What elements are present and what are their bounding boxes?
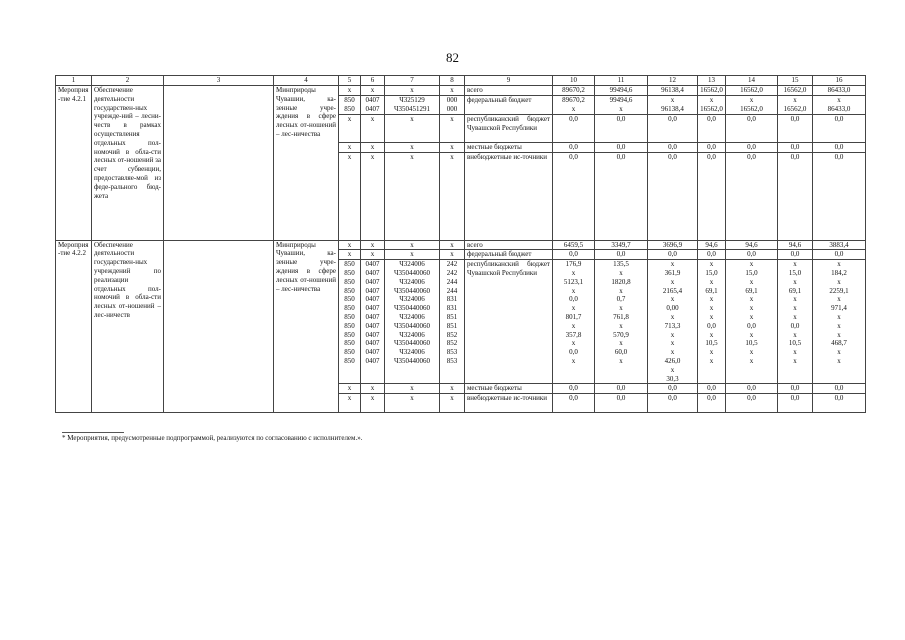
amount-year-value: 0,0: [778, 394, 813, 413]
grbs-code: x: [339, 384, 361, 394]
section-code: 0407 0407 0407 0407 0407 0407 0407 0407 0407 0407 0407 0407: [361, 260, 385, 384]
amount-year-value: x 15,0 x 69,1 x x x 0,0 x 10,5 x x: [726, 260, 778, 384]
amount-year-value: 99494,6: [595, 86, 648, 96]
amount-year-value: 0,0: [648, 384, 698, 394]
activity-number: Мероприя-тие 4.2.1: [56, 86, 92, 241]
amount-year-value: 0,0: [726, 394, 778, 413]
grbs-code: x: [339, 86, 361, 96]
expense-type-code: x: [440, 114, 465, 142]
responsible-executor: Минприроды Чувашии, ка-зенные учре-ждения в сфере лесных от-ношений – лес-ничества: [274, 86, 339, 241]
amount-year-value: 94,6: [698, 240, 726, 250]
footnote: * Мероприятия, предусмотренные подпрограммой, реализуются по согласованию с исполнителем.».: [62, 434, 363, 442]
expense-type-code: x: [440, 142, 465, 152]
amount-year-value: x 86433,0: [813, 95, 866, 114]
amount-year-value: 0,0: [698, 394, 726, 413]
amount-year-value: 0,0: [648, 142, 698, 152]
amount-year-value: 0,0: [778, 250, 813, 260]
section-code: x: [361, 114, 385, 142]
target-article-code: Ч324006 Ч350440060 Ч324006 Ч350440060 Ч324006 Ч350440060 Ч324006 Ч350440060 Ч324006 Ч350440060 Ч324006 Ч350440060: [385, 260, 440, 384]
column-number: 9: [465, 76, 553, 86]
empty-cell: [164, 240, 274, 413]
funding-source: местные бюджеты: [465, 384, 553, 394]
amount-year-value: 0,0: [553, 152, 595, 240]
activity-name: Обеспечение деятельности государствен-ных учреждений по реализации отдельных пол-номочий в обла-сти лесных от-ношений – лес-ничеств: [92, 240, 164, 413]
column-number: 6: [361, 76, 385, 86]
activity-name: Обеспечение деятельности государствен-ных учрежде-ний – лесни-честв в рамках осуществления отдельных пол-номочий в обла-сти лесных от-ношений за счет субвенции, предоставляе-мой из феде-рального бюд-жета: [92, 86, 164, 241]
expense-type-code: x: [440, 86, 465, 96]
amount-year-value: 0,0: [648, 394, 698, 413]
target-article-code: x: [385, 250, 440, 260]
target-article-code: x: [385, 142, 440, 152]
target-article-code: x: [385, 384, 440, 394]
column-number-row: [56, 76, 866, 86]
amount-year-value: 0,0: [553, 114, 595, 142]
funding-source: республиканский бюджет Чувашской Республики: [465, 260, 553, 384]
target-article-code: x: [385, 86, 440, 96]
amount-year-value: 0,0: [726, 384, 778, 394]
expense-type-code: 242 242 244 244 831 831 851 851 852 852 853 853: [440, 260, 465, 384]
amount-year-value: x 96138,4: [648, 95, 698, 114]
column-number: 15: [778, 76, 813, 86]
amount-year-value: 0,0: [595, 394, 648, 413]
target-article-code: x: [385, 240, 440, 250]
amount-year-value: 0,0: [726, 114, 778, 142]
amount-year-value: 0,0: [698, 142, 726, 152]
amount-year-value: 89670,2: [553, 86, 595, 96]
amount-year-value: 0,0: [813, 250, 866, 260]
grbs-code: x: [339, 142, 361, 152]
grbs-code: x: [339, 250, 361, 260]
target-article-code: x: [385, 114, 440, 142]
amount-year-value: 0,0: [648, 152, 698, 240]
column-number: 1: [56, 76, 92, 86]
amount-year-value: 0,0: [726, 250, 778, 260]
amount-year-value: 0,0: [698, 114, 726, 142]
funding-source: федеральный бюджет: [465, 250, 553, 260]
amount-year-value: 0,0: [648, 114, 698, 142]
amount-year-value: 135,5 x 1820,8 x 0,7 x 761,8 x 570,9 x 60,0 x: [595, 260, 648, 384]
amount-year-value: x 16562,0: [698, 95, 726, 114]
amount-year-value: 0,0: [698, 152, 726, 240]
responsible-executor: Минприроды Чувашии, ка-зенные учре-ждения в сфере лесных от-ношений – лес-ничества: [274, 240, 339, 413]
amount-year-value: 96138,4: [648, 86, 698, 96]
section-code: x: [361, 384, 385, 394]
amount-year-value: 0,0: [813, 142, 866, 152]
column-number: 12: [648, 76, 698, 86]
amount-year-value: 0,0: [698, 384, 726, 394]
column-number: 7: [385, 76, 440, 86]
funding-source: федеральный бюджет: [465, 95, 553, 114]
amount-year-value: 0,0: [553, 394, 595, 413]
activity-number: Мероприя-тие 4.2.2: [56, 240, 92, 413]
expense-type-code: x: [440, 152, 465, 240]
amount-year-value: 0,0: [813, 394, 866, 413]
amount-year-value: 0,0: [595, 114, 648, 142]
amount-year-value: x 361,9 x 2165,4 x 0,00 x 713,3 x x x 426,0 x 30,3: [648, 260, 698, 384]
funding-source: всего: [465, 86, 553, 96]
amount-year-value: 0,0: [595, 152, 648, 240]
amount-year-value: 0,0: [813, 384, 866, 394]
amount-year-value: 0,0: [726, 152, 778, 240]
amount-year-value: x 16562,0: [778, 95, 813, 114]
amount-year-value: 3349,7: [595, 240, 648, 250]
amount-year-value: 16562,0: [778, 86, 813, 96]
grbs-code: x: [339, 394, 361, 413]
page-number: 82: [446, 50, 459, 65]
amount-year-value: 16562,0: [726, 86, 778, 96]
amount-year-value: 0,0: [553, 384, 595, 394]
amount-year-value: 0,0: [813, 152, 866, 240]
section-code: x: [361, 86, 385, 96]
column-number: 14: [726, 76, 778, 86]
amount-year-value: x 16562,0: [726, 95, 778, 114]
grbs-code: 850 850 850 850 850 850 850 850 850 850 850 850: [339, 260, 361, 384]
target-article-code: Ч325129 Ч350451291: [385, 95, 440, 114]
amount-year-value: 3696,9: [648, 240, 698, 250]
empty-cell: [164, 86, 274, 241]
amount-year-value: 0,0: [595, 384, 648, 394]
column-number: 5: [339, 76, 361, 86]
column-number: 16: [813, 76, 866, 86]
column-number: 11: [595, 76, 648, 86]
column-number: 2: [92, 76, 164, 86]
amount-year-value: x 184,2 x 2259,1 x 971,4 x x x 468,7 x x: [813, 260, 866, 384]
target-article-code: x: [385, 394, 440, 413]
section-code: x: [361, 240, 385, 250]
amount-year-value: 0,0: [778, 384, 813, 394]
section-code: x: [361, 152, 385, 240]
amount-year-value: 0,0: [726, 142, 778, 152]
column-number: 3: [164, 76, 274, 86]
amount-year-value: 176,9 x 5123,1 x 0,0 x 801,7 x 357,8 x 0,0 x: [553, 260, 595, 384]
table-row: [56, 86, 866, 96]
budget-table-container: [55, 75, 865, 413]
amount-year-value: 0,0: [813, 114, 866, 142]
amount-year-value: 0,0: [553, 250, 595, 260]
target-article-code: x: [385, 152, 440, 240]
section-code: x: [361, 250, 385, 260]
amount-year-value: 89670,2 x: [553, 95, 595, 114]
funding-source: местные бюджеты: [465, 142, 553, 152]
amount-year-value: 99494,6 x: [595, 95, 648, 114]
amount-year-value: 0,0: [778, 152, 813, 240]
amount-year-value: 16562,0: [698, 86, 726, 96]
amount-year-value: 86433,0: [813, 86, 866, 96]
amount-year-value: 0,0: [648, 250, 698, 260]
amount-year-value: 0,0: [698, 250, 726, 260]
section-code: x: [361, 142, 385, 152]
amount-year-value: 0,0: [553, 142, 595, 152]
amount-year-value: 0,0: [595, 142, 648, 152]
amount-year-value: 0,0: [778, 142, 813, 152]
amount-year-value: 0,0: [595, 250, 648, 260]
expense-type-code: x: [440, 384, 465, 394]
budget-table: [55, 75, 866, 413]
amount-year-value: 94,6: [778, 240, 813, 250]
funding-source: республиканский бюджет Чувашской Республики: [465, 114, 553, 142]
expense-type-code: x: [440, 394, 465, 413]
expense-type-code: 000 000: [440, 95, 465, 114]
column-number: 13: [698, 76, 726, 86]
amount-year-value: x 15,0 x 69,1 x x x 0,0 x 10,5 x x: [698, 260, 726, 384]
grbs-code: 850 850: [339, 95, 361, 114]
column-number: 10: [553, 76, 595, 86]
table-row: [56, 240, 866, 250]
expense-type-code: x: [440, 240, 465, 250]
expense-type-code: x: [440, 250, 465, 260]
grbs-code: x: [339, 152, 361, 240]
amount-year-value: 6459,5: [553, 240, 595, 250]
funding-source: внебюджетные ис-точники: [465, 394, 553, 413]
amount-year-value: 3883,4: [813, 240, 866, 250]
funding-source: внебюджетные ис-точники: [465, 152, 553, 240]
grbs-code: x: [339, 240, 361, 250]
grbs-code: x: [339, 114, 361, 142]
column-number: 8: [440, 76, 465, 86]
amount-year-value: x 15,0 x 69,1 x x x 0,0 x 10,5 x x: [778, 260, 813, 384]
funding-source: всего: [465, 240, 553, 250]
column-number: 4: [274, 76, 339, 86]
amount-year-value: 94,6: [726, 240, 778, 250]
amount-year-value: 0,0: [778, 114, 813, 142]
section-code: x: [361, 394, 385, 413]
section-code: 0407 0407: [361, 95, 385, 114]
footnote-separator: [62, 432, 124, 433]
